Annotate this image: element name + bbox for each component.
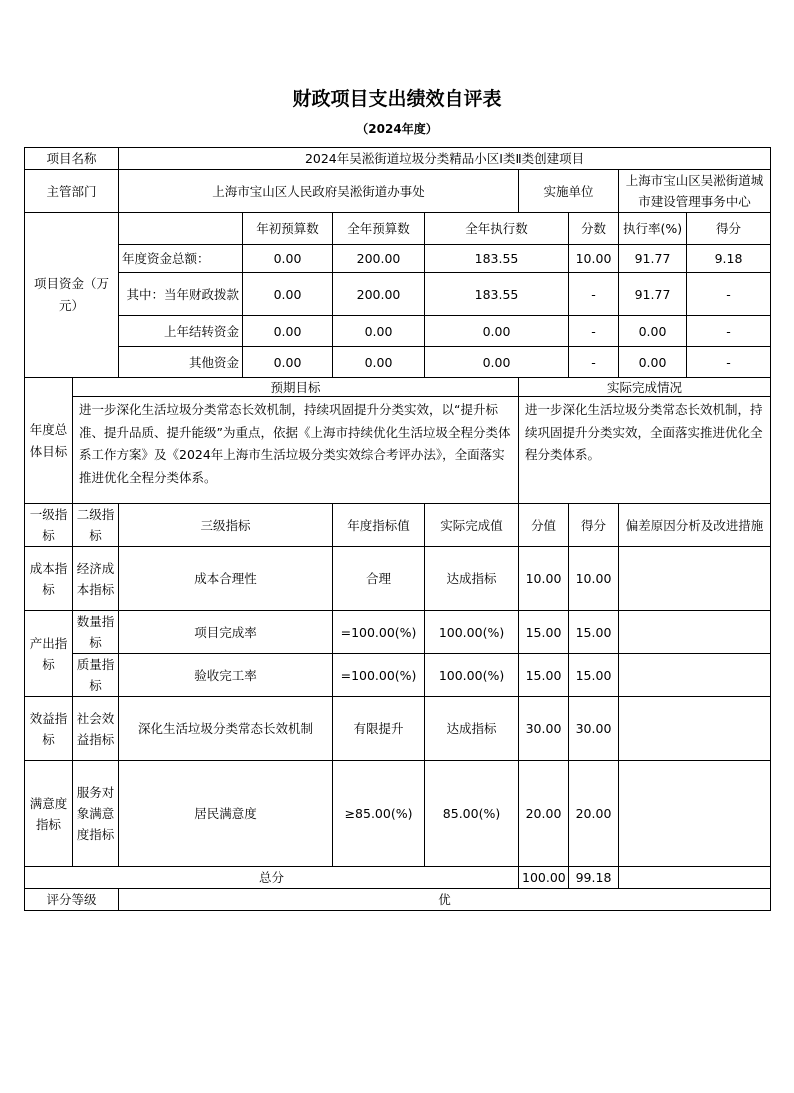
funds-cell: - <box>687 347 771 378</box>
indicator-row <box>25 761 771 867</box>
funds-cell: - <box>687 316 771 347</box>
funds-row <box>25 245 771 273</box>
target-value: ≥85.00(%) <box>333 761 425 867</box>
grade-label: 评分等级 <box>25 889 119 911</box>
funds-row <box>25 316 771 347</box>
funds-cell: 0.00 <box>243 245 333 273</box>
project-name-label: 项目名称 <box>25 148 119 170</box>
funds-cell: 0.00 <box>425 347 569 378</box>
target-value: 合理 <box>333 547 425 611</box>
actual-value: 85.00(%) <box>425 761 519 867</box>
funds-header: 执行率(%) <box>619 213 687 245</box>
grade-row <box>25 889 771 911</box>
funds-header: 全年预算数 <box>333 213 425 245</box>
level3-indicator: 居民满意度 <box>119 761 333 867</box>
goals-content-row <box>25 397 771 504</box>
funds-cell: 0.00 <box>333 316 425 347</box>
funds-cell: 91.77 <box>619 273 687 316</box>
project-name-row <box>25 148 771 170</box>
score-value: 15.00 <box>569 654 619 697</box>
level3-indicator: 深化生活垃圾分类常态长效机制 <box>119 697 333 761</box>
goals-label: 年度总体目标 <box>25 378 73 504</box>
indicator-row <box>25 547 771 611</box>
level2-indicator: 经济成本指标 <box>73 547 119 611</box>
deviation-note <box>619 611 771 654</box>
funds-cell: 183.55 <box>425 273 569 316</box>
funds-cell: 0.00 <box>619 347 687 378</box>
unit-value: 上海市宝山区吴淞街道城市建设管理事务中心 <box>619 170 771 213</box>
level3-indicator: 项目完成率 <box>119 611 333 654</box>
weight-value: 10.00 <box>519 547 569 611</box>
indicator-header: 一级指标 <box>25 504 73 547</box>
total-note <box>619 867 771 889</box>
funds-cell: 0.00 <box>243 273 333 316</box>
expected-goal-header: 预期目标 <box>73 378 519 397</box>
funds-row-label: 上年结转资金 <box>119 316 243 347</box>
funds-header: 得分 <box>687 213 771 245</box>
unit-label: 实施单位 <box>519 170 619 213</box>
funds-cell: - <box>569 347 619 378</box>
indicator-row <box>25 697 771 761</box>
level2-indicator: 服务对象满意度指标 <box>73 761 119 867</box>
funds-row-label: 年度资金总额： <box>119 245 243 273</box>
deviation-note <box>619 547 771 611</box>
funds-label: 项目资金（万元） <box>25 213 119 378</box>
indicator-header: 偏差原因分析及改进措施 <box>619 504 771 547</box>
funds-cell: 0.00 <box>619 316 687 347</box>
deviation-note <box>619 761 771 867</box>
project-name-value: 2024年吴淞街道垃圾分类精品小区Ⅰ类Ⅱ类创建项目 <box>119 148 771 170</box>
indicator-row <box>25 654 771 697</box>
funds-cell: 200.00 <box>333 245 425 273</box>
dept-value: 上海市宝山区人民政府吴淞街道办事处 <box>119 170 519 213</box>
dept-label: 主管部门 <box>25 170 119 213</box>
level1-indicator: 成本指标 <box>25 547 73 611</box>
level3-indicator: 验收完工率 <box>119 654 333 697</box>
funds-header: 年初预算数 <box>243 213 333 245</box>
total-weight: 100.00 <box>519 867 569 889</box>
level1-indicator: 满意度指标 <box>25 761 73 867</box>
target-value: 有限提升 <box>333 697 425 761</box>
level2-indicator: 社会效益指标 <box>73 697 119 761</box>
expected-goal-text: 进一步深化生活垃圾分类常态长效机制，持续巩固提升分类实效，以“提升标准、提升品质、提升能级”为重点，依据《上海市持续优化生活垃圾全程分类体系工作方案》及《2024年上海市生活垃圾分类实效综合考评办法》，全面落实推进优化全程分类体系。 <box>73 397 519 504</box>
total-score: 99.18 <box>569 867 619 889</box>
score-value: 30.00 <box>569 697 619 761</box>
funds-cell: 10.00 <box>569 245 619 273</box>
funds-cell: - <box>687 273 771 316</box>
funds-cell: - <box>569 273 619 316</box>
funds-header: 分数 <box>569 213 619 245</box>
funds-row-label: 其中：当年财政拨款 <box>119 273 243 316</box>
funds-cell: 0.00 <box>333 347 425 378</box>
funds-cell: 91.77 <box>619 245 687 273</box>
deviation-note <box>619 697 771 761</box>
funds-header: 全年执行数 <box>425 213 569 245</box>
target-value: =100.00(%) <box>333 611 425 654</box>
indicator-row <box>25 611 771 654</box>
dept-row <box>25 170 771 213</box>
indicator-header-row <box>25 504 771 547</box>
funds-header-row <box>25 213 771 245</box>
actual-value: 100.00(%) <box>425 654 519 697</box>
funds-cell: - <box>569 316 619 347</box>
funds-header-blank <box>119 213 243 245</box>
funds-cell: 183.55 <box>425 245 569 273</box>
funds-row-label: 其他资金 <box>119 347 243 378</box>
goals-header-row <box>25 378 771 397</box>
funds-cell: 0.00 <box>425 316 569 347</box>
indicator-header: 实际完成值 <box>425 504 519 547</box>
evaluation-table <box>24 147 771 911</box>
actual-value: 达成指标 <box>425 547 519 611</box>
level3-indicator: 成本合理性 <box>119 547 333 611</box>
total-row <box>25 867 771 889</box>
page-title: 财政项目支出绩效自评表 <box>292 88 502 110</box>
funds-cell: 9.18 <box>687 245 771 273</box>
actual-goal-header: 实际完成情况 <box>519 378 771 397</box>
indicator-header: 二级指标 <box>73 504 119 547</box>
indicator-header: 得分 <box>569 504 619 547</box>
actual-value: 100.00(%) <box>425 611 519 654</box>
funds-row <box>25 347 771 378</box>
total-label: 总分 <box>25 867 519 889</box>
score-value: 20.00 <box>569 761 619 867</box>
funds-row <box>25 273 771 316</box>
level2-indicator: 质量指标 <box>73 654 119 697</box>
indicator-header: 分值 <box>519 504 569 547</box>
actual-goal-text: 进一步深化生活垃圾分类常态长效机制，持续巩固提升分类实效，全面落实推进优化全程分类体系。 <box>519 397 771 504</box>
funds-cell: 200.00 <box>333 273 425 316</box>
weight-value: 30.00 <box>519 697 569 761</box>
target-value: =100.00(%) <box>333 654 425 697</box>
level1-indicator: 产出指标 <box>25 611 73 697</box>
indicator-header: 三级指标 <box>119 504 333 547</box>
deviation-note <box>619 654 771 697</box>
grade-value: 优 <box>119 889 771 911</box>
funds-cell: 0.00 <box>243 347 333 378</box>
actual-value: 达成指标 <box>425 697 519 761</box>
level2-indicator: 数量指标 <box>73 611 119 654</box>
page-subtitle: （2024年度） <box>356 122 438 136</box>
funds-cell: 0.00 <box>243 316 333 347</box>
level1-indicator: 效益指标 <box>25 697 73 761</box>
weight-value: 15.00 <box>519 611 569 654</box>
score-value: 10.00 <box>569 547 619 611</box>
indicator-header: 年度指标值 <box>333 504 425 547</box>
weight-value: 15.00 <box>519 654 569 697</box>
score-value: 15.00 <box>569 611 619 654</box>
weight-value: 20.00 <box>519 761 569 867</box>
